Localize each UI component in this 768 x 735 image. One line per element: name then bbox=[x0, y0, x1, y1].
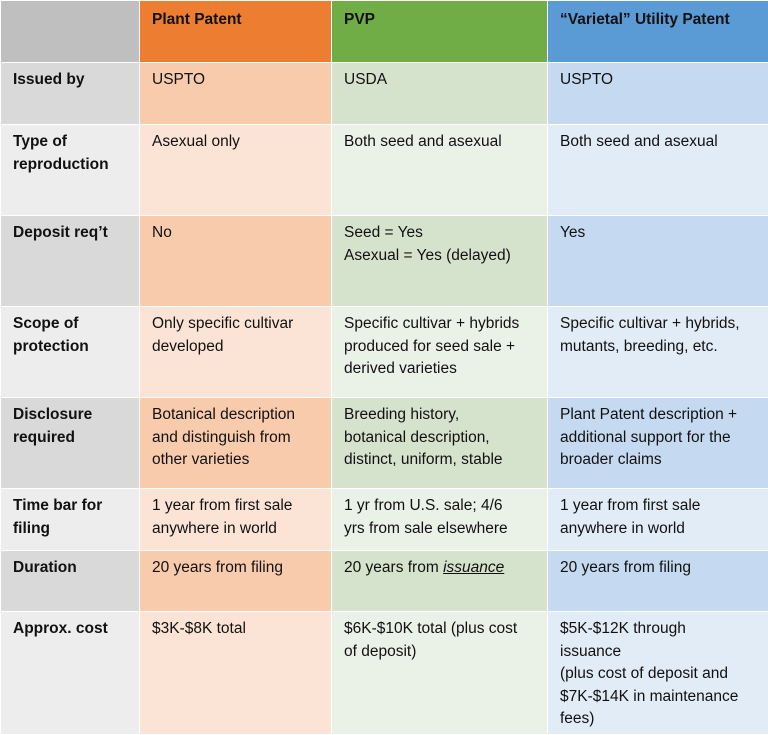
cell-line: 1 year from first sale bbox=[152, 495, 319, 518]
cell-plant-patent bbox=[140, 551, 332, 612]
row-label bbox=[1, 307, 140, 398]
cell-line: yrs from sale elsewhere bbox=[344, 518, 535, 541]
cell-pvp bbox=[332, 125, 548, 216]
row-label bbox=[1, 216, 140, 307]
cell-line: 20 years from filing bbox=[560, 557, 756, 580]
row-label bbox=[1, 63, 140, 125]
label-line: Type of bbox=[13, 131, 127, 154]
row-label bbox=[1, 489, 140, 551]
cell-plant-patent bbox=[140, 125, 332, 216]
cell-line: $3K-$8K total bbox=[152, 618, 319, 641]
cell-line: Both seed and asexual bbox=[560, 131, 756, 154]
cell-pvp bbox=[332, 551, 548, 612]
label-line: Scope of bbox=[13, 313, 127, 336]
cell-line: Specific cultivar + hybrids bbox=[344, 313, 535, 336]
cell-line: 20 years from filing bbox=[152, 557, 319, 580]
cell-line: USPTO bbox=[560, 69, 756, 92]
cell-line: and distinguish from bbox=[152, 427, 319, 450]
cell-line: 1 yr from U.S. sale; 4/6 bbox=[344, 495, 535, 518]
cell-line: USDA bbox=[344, 69, 535, 92]
cell-line: Specific cultivar + hybrids, bbox=[560, 313, 756, 336]
cell-utility-patent bbox=[548, 551, 768, 612]
cell-line: Plant Patent description + bbox=[560, 404, 756, 427]
cell-line: of deposit) bbox=[344, 641, 535, 664]
label-line: Deposit req’t bbox=[13, 222, 127, 245]
cell-line: 1 year from first sale bbox=[560, 495, 756, 518]
cell-line: broader claims bbox=[560, 449, 756, 472]
cell-line: (plus cost of deposit and bbox=[560, 663, 756, 686]
row-type-of-reproduction bbox=[1, 125, 768, 216]
cell-utility-patent bbox=[548, 307, 768, 398]
cell-pvp bbox=[332, 489, 548, 551]
cell-line bbox=[344, 557, 535, 580]
label-line: Disclosure bbox=[13, 404, 127, 427]
cell-line: mutants, breeding, etc. bbox=[560, 336, 756, 359]
label-line: protection bbox=[13, 336, 127, 359]
header-corner-cell bbox=[1, 1, 140, 63]
cell-pvp bbox=[332, 398, 548, 489]
cell-line: distinct, uniform, stable bbox=[344, 449, 535, 472]
cell-line: derived varieties bbox=[344, 358, 535, 381]
cell-plant-patent bbox=[140, 216, 332, 307]
cell-line: other varieties bbox=[152, 449, 319, 472]
label-line: required bbox=[13, 427, 127, 450]
cell-line: Yes bbox=[560, 222, 756, 245]
cell-line: anywhere in world bbox=[560, 518, 756, 541]
cell-pvp bbox=[332, 216, 548, 307]
label-line: Approx. cost bbox=[13, 618, 127, 641]
cell-line: produced for seed sale + bbox=[344, 336, 535, 359]
cell-utility-patent bbox=[548, 125, 768, 216]
header-pvp: PVP bbox=[332, 1, 548, 63]
cell-line: Seed = Yes bbox=[344, 222, 535, 245]
issuance-emphasis-text: issuance bbox=[443, 559, 504, 576]
label-line: filing bbox=[13, 518, 127, 541]
header-utility-patent: “Varietal” Utility Patent bbox=[548, 1, 768, 63]
cell-line: Botanical description bbox=[152, 404, 319, 427]
duration-prefix-text: 20 years from bbox=[344, 559, 443, 576]
cell-line: developed bbox=[152, 336, 319, 359]
cell-line: Only specific cultivar bbox=[152, 313, 319, 336]
row-scope-of-protection bbox=[1, 307, 768, 398]
cell-line: Both seed and asexual bbox=[344, 131, 535, 154]
row-label bbox=[1, 612, 140, 735]
cell-plant-patent bbox=[140, 63, 332, 125]
cell-pvp bbox=[332, 63, 548, 125]
cell-line: $7K-$14K in maintenance bbox=[560, 686, 756, 709]
row-label bbox=[1, 398, 140, 489]
cell-plant-patent bbox=[140, 489, 332, 551]
row-approx-cost bbox=[1, 612, 768, 735]
row-label bbox=[1, 551, 140, 612]
label-line: Duration bbox=[13, 557, 127, 580]
cell-line: $5K-$12K through bbox=[560, 618, 756, 641]
cell-utility-patent bbox=[548, 63, 768, 125]
cell-plant-patent bbox=[140, 307, 332, 398]
row-label bbox=[1, 125, 140, 216]
cell-line: additional support for the bbox=[560, 427, 756, 450]
cell-plant-patent bbox=[140, 398, 332, 489]
cell-pvp bbox=[332, 612, 548, 735]
row-issued-by bbox=[1, 63, 768, 125]
header-row bbox=[1, 1, 768, 63]
cell-utility-patent bbox=[548, 216, 768, 307]
row-time-bar-for-filing bbox=[1, 489, 768, 551]
header-plant-patent: Plant Patent bbox=[140, 1, 332, 63]
cell-line: Breeding history, bbox=[344, 404, 535, 427]
cell-line: fees) bbox=[560, 708, 756, 731]
label-line: Issued by bbox=[13, 69, 127, 92]
cell-plant-patent bbox=[140, 612, 332, 735]
cell-line: anywhere in world bbox=[152, 518, 319, 541]
cell-line: No bbox=[152, 222, 319, 245]
row-disclosure-required bbox=[1, 398, 768, 489]
cell-line: USPTO bbox=[152, 69, 319, 92]
cell-line: Asexual = Yes (delayed) bbox=[344, 245, 535, 268]
row-duration bbox=[1, 551, 768, 612]
label-line: reproduction bbox=[13, 154, 127, 177]
cell-utility-patent bbox=[548, 612, 768, 735]
cell-line: issuance bbox=[560, 641, 756, 664]
row-deposit-required bbox=[1, 216, 768, 307]
cell-line: Asexual only bbox=[152, 131, 319, 154]
cell-line: $6K-$10K total (plus cost bbox=[344, 618, 535, 641]
cell-line: botanical description, bbox=[344, 427, 535, 450]
cell-utility-patent bbox=[548, 489, 768, 551]
cell-pvp bbox=[332, 307, 548, 398]
label-line: Time bar for bbox=[13, 495, 127, 518]
cell-utility-patent bbox=[548, 398, 768, 489]
